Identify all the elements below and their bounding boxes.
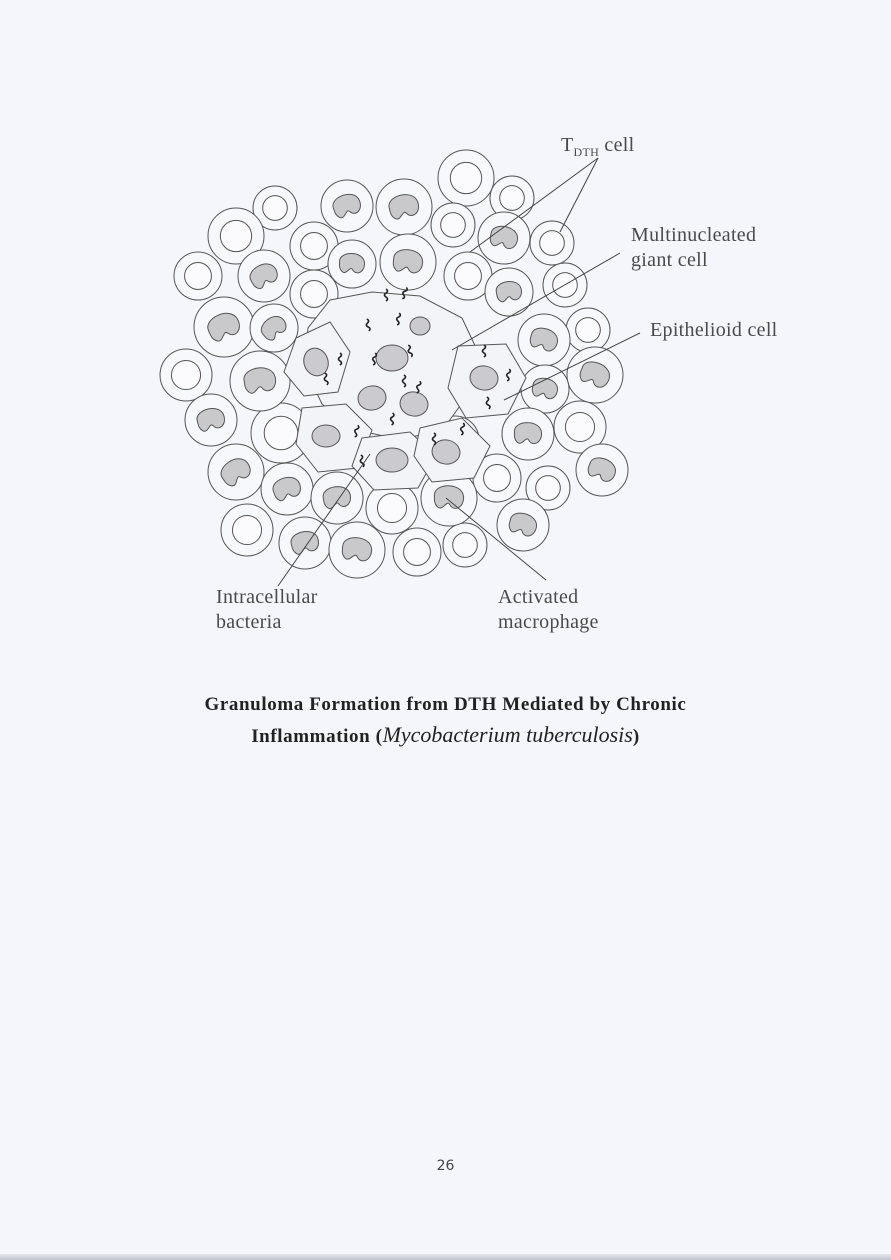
macrophage-cell xyxy=(328,240,376,288)
t-cell-nucleus xyxy=(453,533,478,558)
macrophage-cell xyxy=(497,499,549,551)
macrophage-cell xyxy=(238,250,290,302)
giant-cell-nucleus xyxy=(376,448,408,472)
macrophage-cell xyxy=(250,304,298,352)
macrophage-cell xyxy=(485,268,533,316)
t-cell-nucleus xyxy=(540,231,565,256)
page-bottom-edge xyxy=(0,1254,891,1260)
t-cell-nucleus xyxy=(500,186,525,211)
t-cell xyxy=(438,150,494,206)
caption-prefix: Inflammation ( xyxy=(251,726,383,747)
leader-line xyxy=(560,158,598,232)
t-cell xyxy=(566,308,610,352)
macrophage-cell xyxy=(576,444,628,496)
macrophage-cell xyxy=(230,351,290,411)
t-cell-nucleus xyxy=(220,220,251,251)
t-cell-nucleus xyxy=(301,281,328,308)
page-number: 26 xyxy=(436,1158,455,1174)
t-cell-nucleus xyxy=(377,493,406,522)
macrophage-cell xyxy=(261,463,313,515)
t-cell xyxy=(221,504,273,556)
macrophage-cell xyxy=(279,517,331,569)
t-cell-nucleus xyxy=(450,162,481,193)
t-cell xyxy=(160,349,212,401)
macrophage-cell xyxy=(208,444,264,500)
t-cell xyxy=(174,252,222,300)
t-cell xyxy=(393,528,441,576)
macrophage-cell xyxy=(502,408,554,460)
t-cell xyxy=(530,221,574,265)
macrophage-label-line2: macrophage xyxy=(498,611,599,633)
t-cell-nucleus xyxy=(171,360,200,389)
tdth-cell-label: $T_{DTH}$ cell xyxy=(561,134,635,159)
caption-suffix: ) xyxy=(632,726,640,747)
giant-cell-nucleus xyxy=(410,317,430,335)
t-cell-nucleus xyxy=(536,476,561,501)
t-cell-nucleus xyxy=(232,515,261,544)
caption-organism: Mycobacterium tuberculosis xyxy=(382,722,633,747)
caption-line1: Granuloma Formation from DTH Mediated by Chronic xyxy=(204,694,687,715)
macrophage-cell xyxy=(185,394,237,446)
macrophage-cell xyxy=(194,297,254,357)
macrophage-cell xyxy=(376,179,432,235)
macrophage-cell xyxy=(521,365,569,413)
t-cell-nucleus xyxy=(576,318,601,343)
t-cell-nucleus xyxy=(441,213,466,238)
macrophage-label-line1: Activated xyxy=(498,586,579,608)
epithelioid-cell-label: Epithelioid cell xyxy=(650,319,778,341)
t-cell-nucleus xyxy=(263,196,288,221)
giant-cell-label-line2: giant cell xyxy=(631,249,708,271)
macrophage-cell xyxy=(478,212,530,264)
t-cell xyxy=(431,203,475,247)
giant-cell-nucleus xyxy=(376,345,408,371)
figure-caption xyxy=(120,690,771,752)
t-cell xyxy=(443,523,487,567)
bacteria-label-line1: Intracellular xyxy=(216,586,318,608)
t-cell-nucleus xyxy=(484,465,511,492)
macrophage-cell xyxy=(321,180,373,232)
giant-cell-label-line1: Multinucleated xyxy=(631,224,757,246)
t-cell-nucleus xyxy=(264,416,298,450)
bacteria-label-line2: bacteria xyxy=(216,611,282,633)
t-cell-nucleus xyxy=(185,263,212,290)
macrophage-cell xyxy=(380,234,436,290)
caption-line2 xyxy=(120,720,771,752)
t-cell-nucleus xyxy=(404,539,431,566)
macrophage-cell xyxy=(518,314,570,366)
macrophage-cell xyxy=(329,522,385,578)
t-cell-nucleus xyxy=(565,412,594,441)
giant-cell-nucleus xyxy=(312,425,340,447)
t-cell-nucleus xyxy=(455,263,482,290)
t-cell-nucleus xyxy=(301,233,328,260)
macrophage-cell xyxy=(311,472,363,524)
